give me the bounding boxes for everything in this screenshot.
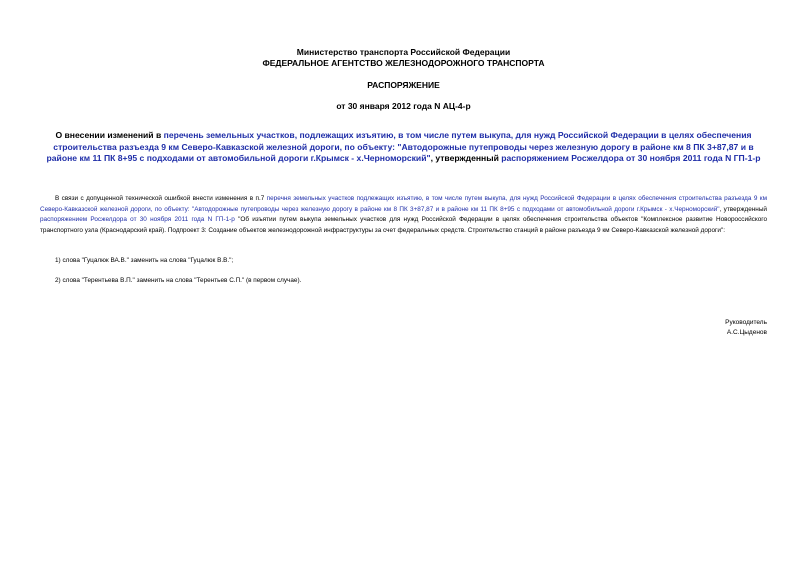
document-title <box>40 130 767 165</box>
title-middle: , утвержденный <box>430 153 502 164</box>
body-order-link[interactable]: распоряжением Росжелдора от 30 ноября 2011 года N ГП-1-р <box>40 216 235 224</box>
body-text-intro: В связи с допущенной технической ошибкой внести изменения в п.7 <box>55 195 267 202</box>
document-body <box>40 194 767 237</box>
title-prefix: О внесении изменений в <box>55 130 164 140</box>
body-list-link[interactable]: перечня земельных участков подлежащих изъятию, в том числе путем выкупа, для нужд Российской Федерации в целях обеспечения строительства разъезда 9 км Северо-Кавказской железной дороги, по объекту: "Автодорожные путепроводы через железную дорогу в районе км 8 ПК 3+87,87 и в районе км 11 ПК 8+95 с подходами от автомобильной дороги г.Крымск - х.Черноморский" <box>40 195 767 213</box>
title-list-link[interactable]: перечень земельных участков, подлежащих изъятию, в том числе путем выкупа, для нужд Российской Федерации в целях обеспечения строительства разъезда 9 км Северо-Кавказской железной дороги, по объекту: "Автодорожные путепроводы через железную дорогу в районе км 8 ПК 3+87,87 и в районе км 11 ПК 8+95 с подходами от автомобильной дороги г.Крымск - х.Черноморский" <box>46 130 754 164</box>
body-text-rest: "Об изъятии путем выкупа земельных участков для нужд Российской Федерации в целях обеспечения строительства объектов "Комплексное развитие Новороссийского транспортного узла (Краснодарский край). Подпроект 3: Создание объектов железнодорожной инфраструктуры за счет федеральных средств. Строительство станций в районе разъезда 9 км Северо-Кавказской железной дороги": <box>40 216 767 235</box>
document-date-number: от 30 января 2012 года N АЦ-4-р <box>336 101 471 111</box>
body-text-middle: , утвержденный <box>719 205 767 213</box>
amendment-item-2: 2) слова "Терентьева В.П." заменить на слова "Терентьев С.П." (в первом случае). <box>55 277 302 284</box>
signatory-role: Руководитель <box>725 319 767 326</box>
ministry-name: Министерство транспорта Российской Федерации <box>296 47 511 57</box>
agency-name: ФЕДЕРАЛЬНОЕ АГЕНТСТВО ЖЕЛЕЗНОДОРОЖНОГО ТРАНСПОРТА <box>262 58 545 68</box>
amendment-item-1: 1) слова "Гуцалюк ВА.В." заменить на слова "Гуцалюк В.В."; <box>55 257 234 264</box>
signatory-name: А.С.Цыденов <box>726 329 767 336</box>
body-paragraph <box>40 194 767 237</box>
document-type: РАСПОРЯЖЕНИЕ <box>367 80 440 90</box>
title-order-link[interactable]: распоряжением Росжелдора от 30 ноября 2011 года N ГП-1-р <box>501 153 761 164</box>
